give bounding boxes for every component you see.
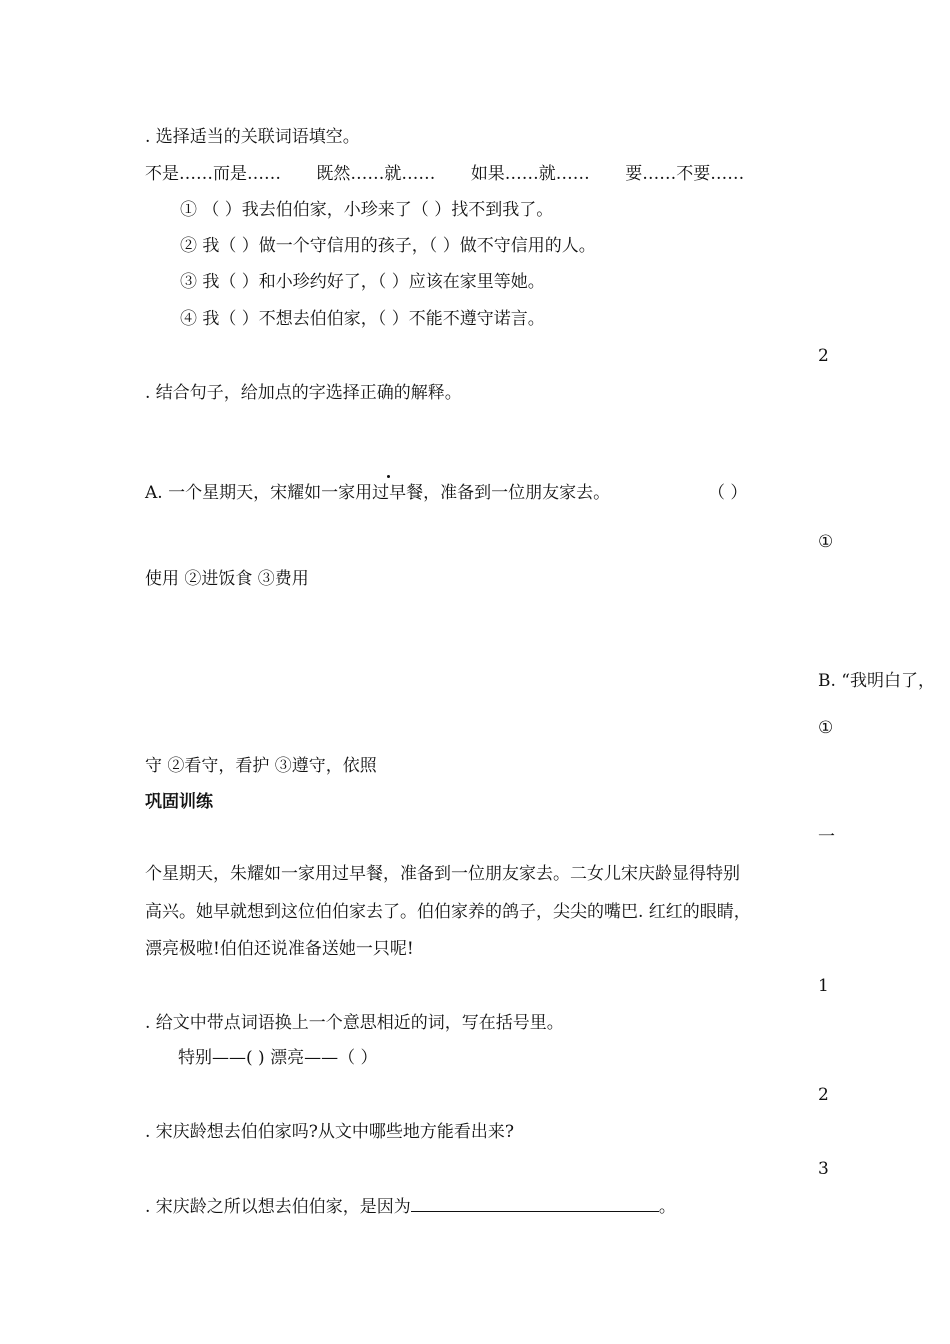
q1-item-1: ① （ ）我去伯伯家，小珍来了（ ）找不到我了。 xyxy=(180,200,554,220)
q1-options xyxy=(145,163,744,185)
q2-sentence-a: A. 一个星期天，宋耀如一家用过早餐，准备到一位朋友家去。 xyxy=(145,483,611,503)
practice-q3-end: 。 xyxy=(658,1197,676,1217)
q1-item-4: ④ 我（ ）不想去伯伯家，（ ）不能不遵守诺言。 xyxy=(180,309,545,329)
q1-option: 不是……而是…… xyxy=(145,164,281,184)
passage-line: 高兴。她早就想到这位伯伯家去了。伯伯家养的鸽子，尖尖的嘴巴. 红红的眼睛， xyxy=(145,902,751,922)
q2-sentence-b: B. “我明白了， xyxy=(818,671,935,691)
q2-choices-b: 守 ②看守，看护 ③遵守，依照 xyxy=(145,756,377,776)
q1-option: 要……不要…… xyxy=(625,164,745,184)
passage-marker: 一 xyxy=(818,827,835,847)
passage-line: 个星期天，朱耀如一家用过早餐，准备到一位朋友家去。二女儿宋庆龄显得特别 xyxy=(145,864,740,884)
section-title: 巩固训练 xyxy=(145,792,213,812)
practice-q1-text: . 给文中带点词语换上一个意思相近的词，写在括号里。 xyxy=(145,1013,564,1033)
emphasis-dot xyxy=(387,475,390,478)
q1-item-3: ③ 我（ ）和小珍约好了，（ ）应该在家里等她。 xyxy=(180,272,545,292)
q1-heading: . 选择适当的关联词语填空。 xyxy=(145,127,360,147)
q2-heading: . 结合句子，给加点的字选择正确的解释。 xyxy=(145,383,462,403)
q2-choices-a: 使用 ②进饭食 ③费用 xyxy=(145,569,309,589)
practice-q1-fill: 特别——( ) 漂亮——（ ） xyxy=(178,1048,378,1068)
q1-item-2: ② 我（ ）做一个守信用的孩子，（ ）做不守信用的人。 xyxy=(180,236,596,256)
passage-line: 漂亮极啦!伯伯还说准备送她一只呢! xyxy=(145,939,414,959)
practice-q2-text: . 宋庆龄想去伯伯家吗?从文中哪些地方能看出来? xyxy=(145,1122,515,1142)
practice-q3-number: 3 xyxy=(818,1159,829,1179)
q1-option: 既然……就…… xyxy=(316,164,436,184)
practice-q1-number: 1 xyxy=(818,976,829,996)
q1-option: 如果……就…… xyxy=(470,164,590,184)
practice-q3 xyxy=(145,1195,676,1218)
q2-marker-a: ① xyxy=(818,532,834,552)
practice-q2-number: 2 xyxy=(818,1085,829,1105)
answer-blank[interactable] xyxy=(411,1195,659,1212)
q2-marker-b: ① xyxy=(818,718,834,738)
q2-sentence-a-answer: （ ） xyxy=(708,483,748,503)
q2-number: 2 xyxy=(818,346,829,366)
practice-q3-text: . 宋庆龄之所以想去伯伯家，是因为 xyxy=(145,1197,411,1217)
